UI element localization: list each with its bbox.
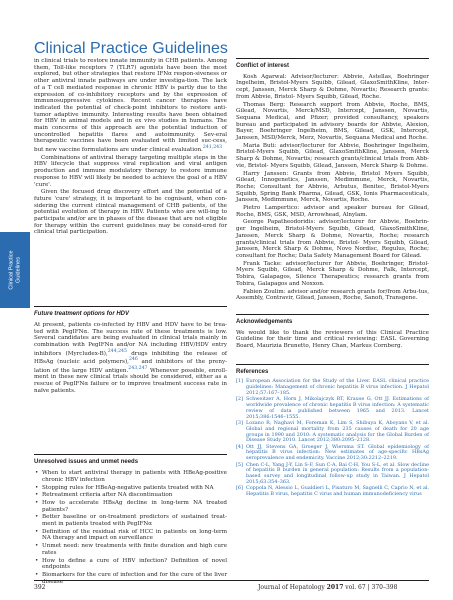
section-title-coi: Conflict of interest xyxy=(236,63,290,69)
paragraph-text: At present, patients co-infected by HBV and HDV have to be trea-ted with PegIFNα. The success rate of these treatments is low. Several candidates are being evaluated in clinical trials mainly in combination with PegIFNα and/or NA including HBV/HDV entry inhibitors (Myrcludex-B), xyxy=(34,321,227,357)
reference-item[interactable] xyxy=(236,379,429,396)
reference-number: [1] xyxy=(236,378,243,385)
paragraph-text: drugs inhibiting the release of HBsAg (nucleic acid polymers), xyxy=(34,350,227,366)
paragraph-hdv xyxy=(34,322,227,395)
section-title-ack: Acknowledgements xyxy=(236,318,293,325)
side-tab-line2: Guidelines xyxy=(15,257,21,283)
journal-name: Journal of Hepatology xyxy=(258,584,325,591)
list-item: • Biomarkers for the cure of infection and for the cure of the liver disease xyxy=(34,572,227,585)
side-tab-label xyxy=(9,250,22,289)
right-column xyxy=(236,58,429,498)
unmet-needs-list xyxy=(34,470,227,585)
list-item: • Better baseline or on-treatment predictors of sustained treat-ment in patients treated with PegIFNα xyxy=(34,514,227,527)
reference-text: Chen C-L, Yang J-Y, Lin S-F, Sun C-A, Bai C-H, You S-L, et al. Slow decline of hepatitis B burden in general population: Results from a population-based survey and longitudinal follow-up study in Taiwan. J Hepatol 2015;63:354–363. xyxy=(246,461,429,485)
reference-text: Schweitzer A, Horn J, Mikolajczyk RT, Krause G, Ott JJ. Estimations of worldwide prevalence of chronic hepatitis B virus infection: A systematic review of data published between 1965 and 2013. Lancet 2015;386:1546–1555. xyxy=(246,396,429,420)
paragraph-text: and inhibitors of the preny-lation of the large HDV antigen. xyxy=(34,359,227,374)
reference-number: [4] xyxy=(236,443,243,450)
list-item: • How to accelerate HBsAg decline in long-term NA treated patients? xyxy=(34,500,227,513)
coi-paragraph: Frank Tacke: advisor/lecturer for Abbvie, Boehringer, Bristol-Myers Squibb, Gilead, Merck Sharp & Dohme, Falk, Intercept, Tobira, Galapagos, Silence Therapeutics; research grants from Tobira, Galapagos and Noxxon. xyxy=(236,260,429,287)
citation-ref[interactable]: 246 xyxy=(128,357,138,363)
citation-ref[interactable]: 243,247 xyxy=(128,365,148,371)
paragraph-drug-discovery: Given the focused drug discovery effort and the potential of a future 'cure' strategy, it is important to be cognisant, when con-sidering the current clinical management of CHB patients, of the potential evolution of therapy in HBV. Patients who are will-ing to participate and/or are in phases of the disease that are not eligible for therapy within the current guidelines may be consid-ered for clinical trial participation. xyxy=(34,189,227,236)
paragraph-innate-immunity xyxy=(34,58,227,154)
reference-item[interactable] xyxy=(236,421,429,444)
citation-ref[interactable]: 241,243 xyxy=(202,145,223,151)
paragraph-combinations: Combinations of antiviral therapy targeting multiple steps in the HBV lifecycle that suppress viral replication and viral antigen production and immune modulatory therapy to restore immune response to HBV will likely be needed to achieve the goal of a HBV 'cure'. xyxy=(34,154,227,188)
paragraph-text: Whenever possible, enroll-ment in these new clinical trials should be considered, either as a rescue of PegIFNα failure or to improve treatment success rate in naïve patients. xyxy=(34,367,227,394)
list-item: • How to define a cure of HBV infection? Definition of novel endpoints xyxy=(34,558,227,571)
section-references xyxy=(236,364,429,498)
reference-text: Coppola N, Alessio L, Gualdieri L, Pisaturo M, Sagnelli C, Caprio N, et al. Hepatitis B virus, hepatitis C virus and human immunodeficiency virus xyxy=(246,485,429,498)
reference-list xyxy=(236,379,429,497)
reference-number: [2] xyxy=(236,396,243,403)
journal-volume: vol. 67 | 370–398 xyxy=(345,584,398,591)
reference-number: [3] xyxy=(236,420,243,426)
coi-paragraph: Harry Janssen: Grants from Abbvie, Bristol Myers Squibb, Gilead, Innogenetics, Janssen, Medimmune, Merck, Novartis, Roche; Consultant for Abbvie, Arbutus, Benitec, Bristol-Myers Squibb, Spring Bank Pharma, Gilead, GSK, Ionis Pharmaceuticals, Janssen, Medimmune, Merck, Novartis, Roche. xyxy=(236,170,429,204)
reference-item[interactable] xyxy=(236,445,429,462)
ack-paragraph: We would like to thank the reviewers of this Clinical Practice Guideline for their time and critical reviewing: EASL Governing Board, Maurizia Brunetto, Henry Chan, Markus Cornberg. xyxy=(236,329,429,350)
reference-text: European Association for the Study of the Liver. EASL clinical practice guidelines: Management of chronic hepatitis B virus infection. J Hepatol 2012;57:167–185. xyxy=(246,378,429,397)
reference-text: Ott JJ, Stevens GA, Groeger J, Wiersma ST. Global epidemiology of hepatitis B virus infection: New estimates of age-specific HBsAg seroprevalence and endemicity. Vaccine 2012;30:2212–2219. xyxy=(246,443,429,462)
reference-item[interactable] xyxy=(236,486,429,498)
reference-text: Lozano R, Naghavi M, Foreman K, Lim S, Shibuya K, Aboyans V, et al. Global and regional mortality from 235 causes of death for 20 age groups in 1990 and 2010: A systematic analysis for the Global Burden of Disease Study 2010. Lancet 2012;380:2095–2128. xyxy=(246,420,429,444)
citation-ref[interactable]: 244,245 xyxy=(107,348,127,354)
coi-paragraph: George Papatheodoridis: advisor/lecturer for Abbvie, Boehrin-ger Ingelheim, Bristol-Myers Squibb, Gilead, GlaxoSmithKline, Janssen, Merck Sharp & Dohme, Novartis, Roche; research grants/clinical trials from Abbvie, Bristol- Myers Squibb, Gilead, Janssen, Merck Sharp & Dohme, Novo Nordisc, Regulus, Roche; consultant for Roche; Data Safety Management Board for Gilead. xyxy=(236,219,429,259)
journal-year: 2017 xyxy=(326,584,344,591)
list-item: • Stopping rules for HBeAg-negative patients treated with NA xyxy=(34,485,227,492)
section-hdv xyxy=(34,306,227,394)
reference-item[interactable] xyxy=(236,463,429,486)
coi-paragraph: Fabien Zoulim: advisor and/or research grants for/from Arbu-tus, Assembly, Contravir, Gilead, Janssen, Roche, Sanofi, Transgene. xyxy=(236,288,429,302)
reference-item[interactable] xyxy=(236,397,429,420)
section-title-unmet: Unresolved issues and unmet needs xyxy=(34,459,139,466)
section-unmet-needs xyxy=(34,454,227,585)
coi-paragraph: Thomas Berg: Research support from Abbvie, Roche, BMS, Gilead, Novartis, Merck/MSD, Intercept, Janssen, Novartis, Sequana Medical, and Pfizer; provided consultancy, speakers bureau and participated in advisory boards for Abbvie, Alexion, Bayer, Boehringer Ingelheim, BMS, Gilead, GSK, Intercept, Janssen, MSD/Merck, Merz, Novartis, Sequana Medical and Roche. xyxy=(236,101,429,142)
reference-number: [6] xyxy=(236,485,243,492)
section-title-references: References xyxy=(236,368,269,375)
side-tab-line1: Clinical Practice xyxy=(8,250,15,290)
list-item: • Definition of the residual risk of HCC in patients on long-term NA therapy and impact on surveillance xyxy=(34,529,227,542)
section-title-hdv: Future treatment options for HDV xyxy=(34,311,130,318)
list-item: • When to start antiviral therapy in patients with HBeAg-positive chronic HBV infection xyxy=(34,470,227,483)
section-acknowledgements xyxy=(236,314,429,350)
coi-paragraph: Maria Buti: advisor/lecturer for Abbvie, Boehringer Ingelheim, Bristol-Myers Squibb, Gilead, GlaxoSmithKline, Janssen, Merck Sharp & Dohme, Novartis; research grants/clinical trials from Abb-vie, Bristol- Myers Squibb, Gilead, Janssen, Merck Sharp & Dohme. xyxy=(236,142,429,169)
left-column xyxy=(34,58,227,586)
coi-paragraph: Pietro Lampertico: advisor and speaker bureau for Gilead, Roche, BMS, GSK, MSD, Arrowhead, Alnylam. xyxy=(236,205,429,218)
reference-number: [5] xyxy=(236,461,243,468)
list-item: • Unmet need: new treatments with finite duration and high cure rates xyxy=(34,543,227,556)
list-item: • Retreatment criteria after NA discontinuation xyxy=(34,492,227,499)
coi-paragraph: Kosh Agarwal: Advisor/lecturer: Abbvie, Astellas, Boehringer Ingelheim, Bristol-Myers Squibb, Gilead, GlaxoSmithKline, Inter-cept, Janssen, Merck Sharp & Dohme, Novartis; Research grants: from Abbvie, Bristol- Myers Squibb, Gilead, Roche. xyxy=(236,73,429,100)
page-title: Clinical Practice Guidelines xyxy=(34,40,228,57)
journal-citation xyxy=(258,584,397,591)
paragraph-text: in clinical trials to restore innate immunity in CHB patients. Among them, Toll-like receptors 7 (TLR7) agonists have been the most explored, but other strategies that restore IFNα respon-siveness or other antiviral innate pathways are under investiga-tion. The lack of a T cell mediated response in chronic HBV is partly due to the expression of co-inhibitory receptors and by the expression of immunosuppressive cytokines. Recent cancer therapies have indicated the potential of check-point inhibitors to restore anti-tumor adaptive immunity. Interesting results have been obtained for HBV in animal models and in ex vivo studies in humans. The main concerns of this approach are the potential induction of uncontrolled hepatitis flares and autoimmunity. Sev-eral therapeutic vaccines have been evaluated with limited suc-cess, but new vaccine formulations are under clinical evaluation. xyxy=(34,58,227,153)
section-conflict-of-interest xyxy=(236,58,429,302)
page-number: 392 xyxy=(34,584,46,591)
footer-divider xyxy=(34,580,429,581)
